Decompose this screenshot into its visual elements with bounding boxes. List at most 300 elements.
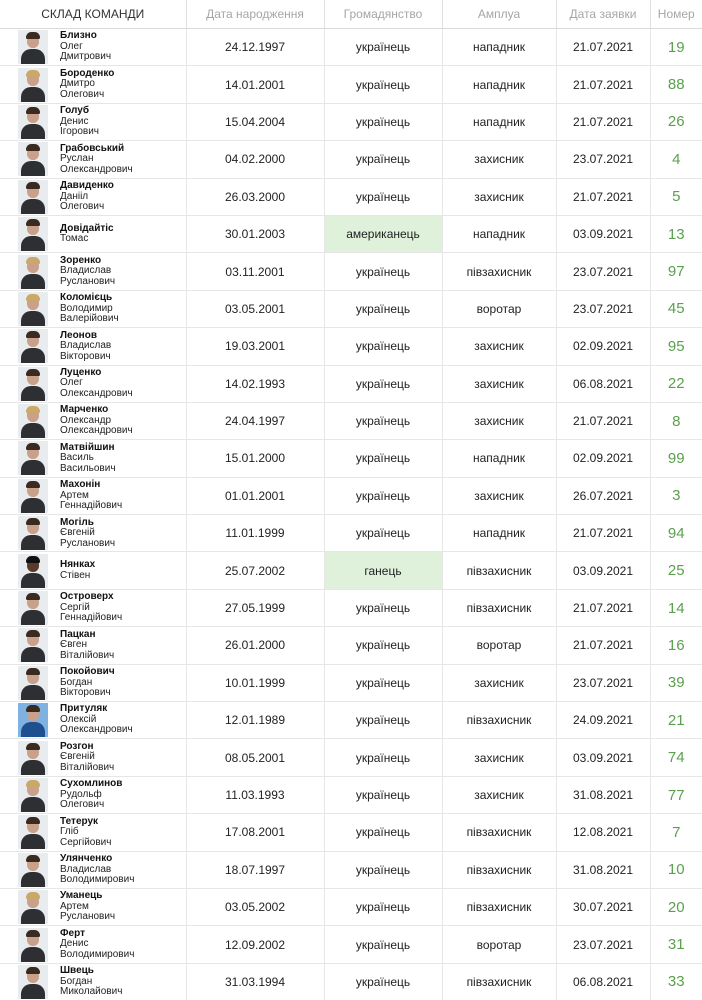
citizenship: українець xyxy=(324,290,442,327)
player-cell[interactable] xyxy=(0,29,186,66)
player-photo xyxy=(18,666,48,700)
player-patronymic: Олександрович xyxy=(60,724,133,736)
player-first-name: Данііл xyxy=(60,190,89,202)
player-photo xyxy=(18,703,48,737)
player-first-name: Сергій xyxy=(60,601,90,613)
birth-date: 19.03.2001 xyxy=(186,328,324,365)
role: півзахисник xyxy=(442,552,556,589)
table-row[interactable] xyxy=(0,253,702,290)
player-cell[interactable] xyxy=(0,440,186,477)
player-photo xyxy=(18,591,48,625)
player-cell[interactable] xyxy=(0,253,186,290)
table-row[interactable] xyxy=(0,440,702,477)
player-surname: Близно xyxy=(60,30,97,42)
citizenship: українець xyxy=(324,253,442,290)
table-row[interactable] xyxy=(0,66,702,103)
table-row[interactable] xyxy=(0,664,702,701)
player-photo xyxy=(18,255,48,289)
player-first-name: Томас xyxy=(60,233,89,245)
birth-date: 27.05.1999 xyxy=(186,589,324,626)
table-row[interactable] xyxy=(0,515,702,552)
col-header-number[interactable]: Номер xyxy=(650,0,702,29)
citizenship: українець xyxy=(324,477,442,514)
application-date: 21.07.2021 xyxy=(556,589,650,626)
application-date: 23.07.2021 xyxy=(556,664,650,701)
application-date: 31.08.2021 xyxy=(556,776,650,813)
player-first-name: Денис xyxy=(60,938,89,950)
player-cell[interactable] xyxy=(0,328,186,365)
player-cell[interactable] xyxy=(0,215,186,252)
player-first-name: Артем xyxy=(60,489,89,501)
player-surname: Голуб xyxy=(60,105,89,117)
player-patronymic: Дмитрович xyxy=(60,51,112,63)
player-cell[interactable] xyxy=(0,589,186,626)
player-surname: Довідайтіс xyxy=(60,222,114,234)
player-surname: Махонін xyxy=(60,479,101,491)
role: нападник xyxy=(442,515,556,552)
citizenship: українець xyxy=(324,328,442,365)
shirt-number: 21 xyxy=(650,702,702,739)
player-cell[interactable] xyxy=(0,141,186,178)
player-patronymic: Геннадійович xyxy=(60,612,123,624)
player-photo xyxy=(18,68,48,102)
player-name[interactable] xyxy=(60,560,95,581)
player-first-name: Богдан xyxy=(60,676,93,688)
player-name[interactable] xyxy=(60,704,133,736)
citizenship: українець xyxy=(324,888,442,925)
player-cell[interactable] xyxy=(0,477,186,514)
citizenship: українець xyxy=(324,515,442,552)
shirt-number: 16 xyxy=(650,627,702,664)
birth-date: 24.12.1997 xyxy=(186,29,324,66)
citizenship: українець xyxy=(324,66,442,103)
shirt-number: 45 xyxy=(650,290,702,327)
player-patronymic: Володимирович xyxy=(60,874,135,886)
player-cell[interactable] xyxy=(0,702,186,739)
table-row[interactable] xyxy=(0,365,702,402)
player-first-name: Гліб xyxy=(60,826,79,838)
player-cell[interactable] xyxy=(0,664,186,701)
birth-date: 03.11.2001 xyxy=(186,253,324,290)
citizenship: українець xyxy=(324,926,442,963)
player-patronymic: Русланович xyxy=(60,275,116,287)
player-first-name: Владислав xyxy=(60,863,112,875)
table-row[interactable] xyxy=(0,215,702,252)
player-cell[interactable] xyxy=(0,776,186,813)
player-first-name: Денис xyxy=(60,115,89,127)
player-patronymic: Валерійович xyxy=(60,313,119,325)
table-row[interactable] xyxy=(0,552,702,589)
application-date: 12.08.2021 xyxy=(556,814,650,851)
shirt-number: 97 xyxy=(650,253,702,290)
player-photo xyxy=(18,778,48,812)
player-surname: Давиденко xyxy=(60,180,114,191)
col-header-role[interactable]: Амплуа xyxy=(442,0,556,29)
birth-date: 03.05.2002 xyxy=(186,888,324,925)
player-patronymic: Віталійович xyxy=(60,761,115,773)
role: захисник xyxy=(442,328,556,365)
application-date: 21.07.2021 xyxy=(556,178,650,215)
shirt-number: 10 xyxy=(650,851,702,888)
player-cell[interactable] xyxy=(0,926,186,963)
player-patronymic: Володимирович xyxy=(60,948,135,960)
player-surname: Притуляк xyxy=(60,703,108,715)
application-date: 30.07.2021 xyxy=(556,888,650,925)
role: захисник xyxy=(442,178,556,215)
role: воротар xyxy=(442,290,556,327)
shirt-number: 3 xyxy=(650,477,702,514)
role: захисник xyxy=(442,776,556,813)
player-photo xyxy=(18,180,48,214)
table-row[interactable] xyxy=(0,963,702,1000)
player-surname: Марченко xyxy=(60,404,109,416)
player-photo xyxy=(18,142,48,176)
player-photo xyxy=(18,928,48,962)
player-name[interactable] xyxy=(60,966,122,998)
application-date: 23.07.2021 xyxy=(556,926,650,963)
role: півзахисник xyxy=(442,851,556,888)
table-row[interactable] xyxy=(0,290,702,327)
application-date: 23.07.2021 xyxy=(556,253,650,290)
player-cell[interactable] xyxy=(0,402,186,439)
table-row[interactable] xyxy=(0,851,702,888)
player-name[interactable] xyxy=(60,592,122,624)
player-surname: Тетерук xyxy=(60,815,99,827)
player-photo xyxy=(18,741,48,775)
player-first-name: Євген xyxy=(60,639,88,651)
table-row[interactable] xyxy=(0,328,702,365)
player-name[interactable] xyxy=(60,779,122,811)
player-photo xyxy=(18,965,48,999)
shirt-number: 7 xyxy=(650,814,702,851)
role: нападник xyxy=(442,66,556,103)
player-first-name: Євгеній xyxy=(60,751,95,763)
shirt-number: 19 xyxy=(650,29,702,66)
citizenship: українець xyxy=(324,851,442,888)
player-cell[interactable] xyxy=(0,66,186,103)
player-photo xyxy=(18,815,48,849)
application-date: 03.09.2021 xyxy=(556,739,650,776)
citizenship: українець xyxy=(324,702,442,739)
player-first-name: Стівен xyxy=(60,569,91,581)
application-date: 21.07.2021 xyxy=(556,103,650,140)
player-surname: Швець xyxy=(60,965,94,977)
player-cell[interactable] xyxy=(0,739,186,776)
table-row[interactable] xyxy=(0,702,702,739)
application-date: 03.09.2021 xyxy=(556,215,650,252)
player-name[interactable] xyxy=(60,405,133,437)
birth-date: 30.01.2003 xyxy=(186,215,324,252)
application-date: 21.07.2021 xyxy=(556,66,650,103)
player-name[interactable] xyxy=(60,480,122,512)
application-date: 23.07.2021 xyxy=(556,141,650,178)
player-surname: Островерх xyxy=(60,591,114,603)
application-date: 26.07.2021 xyxy=(556,477,650,514)
table-row[interactable] xyxy=(0,888,702,925)
role: півзахисник xyxy=(442,963,556,1000)
birth-date: 10.01.1999 xyxy=(186,664,324,701)
table-row[interactable] xyxy=(0,814,702,851)
shirt-number: 95 xyxy=(650,328,702,365)
table-row[interactable] xyxy=(0,776,702,813)
player-patronymic: Сергійович xyxy=(60,836,112,848)
shirt-number: 74 xyxy=(650,739,702,776)
player-first-name: Богдан xyxy=(60,975,93,987)
shirt-number: 26 xyxy=(650,103,702,140)
player-cell[interactable] xyxy=(0,178,186,215)
birth-date: 25.07.2002 xyxy=(186,552,324,589)
birth-date: 15.04.2004 xyxy=(186,103,324,140)
shirt-number: 5 xyxy=(650,178,702,215)
player-first-name: Руслан xyxy=(60,153,94,165)
birth-date: 14.02.1993 xyxy=(186,365,324,402)
citizenship: українець xyxy=(324,178,442,215)
player-name[interactable] xyxy=(60,817,111,849)
role: нападник xyxy=(442,215,556,252)
player-first-name: Владислав xyxy=(60,340,112,352)
application-date: 03.09.2021 xyxy=(556,552,650,589)
player-name[interactable] xyxy=(60,742,114,774)
citizenship: українець xyxy=(324,963,442,1000)
player-first-name: Олексій xyxy=(60,713,97,725)
player-patronymic: Олегович xyxy=(60,88,105,100)
player-first-name: Володимир xyxy=(60,302,113,314)
player-name[interactable] xyxy=(60,891,115,923)
birth-date: 31.03.1994 xyxy=(186,963,324,1000)
player-surname: Улянченко xyxy=(60,853,113,865)
player-name[interactable] xyxy=(60,293,119,325)
player-patronymic: Олександрович xyxy=(60,387,133,399)
col-header-birth[interactable]: Дата народження xyxy=(186,0,324,29)
player-first-name: Олександр xyxy=(60,414,112,426)
player-surname: Коломієць xyxy=(60,292,113,304)
player-name[interactable] xyxy=(60,518,115,550)
birth-date: 26.01.2000 xyxy=(186,627,324,664)
citizenship: українець xyxy=(324,29,442,66)
role: півзахисник xyxy=(442,702,556,739)
player-name[interactable] xyxy=(60,854,134,886)
application-date: 06.08.2021 xyxy=(556,365,650,402)
player-name[interactable] xyxy=(60,331,111,363)
role: нападник xyxy=(442,29,556,66)
birth-date: 26.03.2000 xyxy=(186,178,324,215)
shirt-number: 77 xyxy=(650,776,702,813)
birth-date: 24.04.1997 xyxy=(186,402,324,439)
player-photo xyxy=(18,217,48,251)
birth-date: 08.05.2001 xyxy=(186,739,324,776)
application-date: 02.09.2021 xyxy=(556,328,650,365)
shirt-number: 13 xyxy=(650,215,702,252)
shirt-number: 4 xyxy=(650,141,702,178)
shirt-number: 88 xyxy=(650,66,702,103)
citizenship: українець xyxy=(324,814,442,851)
application-date: 24.09.2021 xyxy=(556,702,650,739)
player-surname: Розгон xyxy=(60,740,94,752)
shirt-number: 22 xyxy=(650,365,702,402)
player-surname: Грабовський xyxy=(60,142,125,154)
shirt-number: 14 xyxy=(650,589,702,626)
player-first-name: Дмитро xyxy=(60,78,95,90)
citizenship: українець xyxy=(324,103,442,140)
citizenship: українець xyxy=(324,589,442,626)
table-header-row xyxy=(0,0,702,29)
citizenship: українець xyxy=(324,365,442,402)
player-patronymic: Васильович xyxy=(60,462,116,474)
birth-date: 17.08.2001 xyxy=(186,814,324,851)
player-name[interactable] xyxy=(60,106,99,138)
shirt-number: 8 xyxy=(650,402,702,439)
citizenship: українець xyxy=(324,776,442,813)
birth-date: 12.01.1989 xyxy=(186,702,324,739)
player-name[interactable] xyxy=(60,667,115,699)
player-name[interactable] xyxy=(60,630,114,662)
player-photo xyxy=(18,853,48,887)
col-header-citizenship[interactable]: Громадянство xyxy=(324,0,442,29)
player-patronymic: Олександрович xyxy=(60,163,133,175)
citizenship: українець xyxy=(324,141,442,178)
table-row[interactable] xyxy=(0,926,702,963)
player-photo xyxy=(18,890,48,924)
player-cell[interactable] xyxy=(0,552,186,589)
col-header-squad: СКЛАД КОМАНДИ xyxy=(0,0,186,29)
citizenship: американець xyxy=(324,215,442,252)
application-date: 31.08.2021 xyxy=(556,851,650,888)
birth-date: 03.05.2001 xyxy=(186,290,324,327)
player-name[interactable] xyxy=(60,256,115,288)
citizenship: українець xyxy=(324,402,442,439)
player-name[interactable] xyxy=(60,31,111,63)
player-patronymic: Вікторович xyxy=(60,687,111,699)
player-photo xyxy=(18,554,48,588)
citizenship: українець xyxy=(324,739,442,776)
table-row[interactable] xyxy=(0,477,702,514)
role: півзахисник xyxy=(442,888,556,925)
shirt-number: 39 xyxy=(650,664,702,701)
player-photo xyxy=(18,329,48,363)
application-date: 06.08.2021 xyxy=(556,963,650,1000)
player-surname: Нянках xyxy=(60,559,96,571)
player-surname: Уманець xyxy=(60,890,103,902)
table-row[interactable] xyxy=(0,739,702,776)
player-first-name: Артем xyxy=(60,900,89,912)
player-surname: Леонов xyxy=(60,329,97,341)
birth-date: 14.01.2001 xyxy=(186,66,324,103)
player-patronymic: Віталійович xyxy=(60,649,115,661)
player-cell[interactable] xyxy=(0,627,186,664)
application-date: 21.07.2021 xyxy=(556,515,650,552)
player-first-name: Василь xyxy=(60,452,94,464)
player-name[interactable] xyxy=(60,443,116,475)
application-date: 21.07.2021 xyxy=(556,29,650,66)
application-date: 21.07.2021 xyxy=(556,627,650,664)
role: захисник xyxy=(442,739,556,776)
player-patronymic: Миколайович xyxy=(60,986,123,998)
player-photo xyxy=(18,441,48,475)
citizenship: українець xyxy=(324,664,442,701)
table-row[interactable] xyxy=(0,29,702,66)
birth-date: 04.02.2000 xyxy=(186,141,324,178)
player-cell[interactable] xyxy=(0,365,186,402)
player-photo xyxy=(18,479,48,513)
player-cell[interactable] xyxy=(0,963,186,1000)
player-name[interactable] xyxy=(60,181,114,213)
player-patronymic: Геннадійович xyxy=(60,500,123,512)
player-surname: Сухомлинов xyxy=(60,778,123,790)
player-photo xyxy=(18,404,48,438)
application-date: 02.09.2021 xyxy=(556,440,650,477)
player-patronymic: Олегович xyxy=(60,201,105,212)
player-first-name: Олег xyxy=(60,40,83,52)
role: захисник xyxy=(442,402,556,439)
player-surname: Ферт xyxy=(60,927,85,939)
table-row[interactable] xyxy=(0,178,702,215)
player-cell[interactable] xyxy=(0,851,186,888)
col-header-date[interactable]: Дата заявки xyxy=(556,0,650,29)
citizenship: ганець xyxy=(324,552,442,589)
player-surname: Луценко xyxy=(60,366,102,378)
table-row[interactable] xyxy=(0,627,702,664)
player-cell[interactable] xyxy=(0,515,186,552)
player-surname: Зоренко xyxy=(60,254,102,266)
player-patronymic: Ігорович xyxy=(60,126,99,138)
birth-date: 11.03.1993 xyxy=(186,776,324,813)
player-patronymic: Вікторович xyxy=(60,350,111,362)
birth-date: 11.01.1999 xyxy=(186,515,324,552)
role: захисник xyxy=(442,477,556,514)
table-row[interactable] xyxy=(0,589,702,626)
player-patronymic: Олегович xyxy=(60,799,105,811)
role: воротар xyxy=(442,627,556,664)
player-cell[interactable] xyxy=(0,290,186,327)
player-photo xyxy=(18,628,48,662)
application-date: 21.07.2021 xyxy=(556,402,650,439)
citizenship: українець xyxy=(324,627,442,664)
player-name[interactable] xyxy=(60,224,114,245)
role: нападник xyxy=(442,103,556,140)
player-patronymic: Олександрович xyxy=(60,425,133,437)
role: півзахисник xyxy=(442,253,556,290)
player-photo xyxy=(18,367,48,401)
player-name[interactable] xyxy=(60,929,134,961)
player-cell[interactable] xyxy=(0,888,186,925)
player-cell[interactable] xyxy=(0,103,186,140)
player-surname: Пацкан xyxy=(60,628,96,640)
shirt-number: 31 xyxy=(650,926,702,963)
role: воротар xyxy=(442,926,556,963)
player-photo xyxy=(18,105,48,139)
player-name[interactable] xyxy=(60,144,133,176)
shirt-number: 94 xyxy=(650,515,702,552)
shirt-number: 20 xyxy=(650,888,702,925)
table-row[interactable] xyxy=(0,402,702,439)
citizenship: українець xyxy=(324,440,442,477)
player-name[interactable] xyxy=(60,368,133,400)
player-first-name: Олег xyxy=(60,377,83,389)
player-name[interactable] xyxy=(60,69,114,101)
table-row[interactable] xyxy=(0,141,702,178)
shirt-number: 25 xyxy=(650,552,702,589)
birth-date: 01.01.2001 xyxy=(186,477,324,514)
player-photo xyxy=(18,516,48,550)
shirt-number: 33 xyxy=(650,963,702,1000)
player-first-name: Владислав xyxy=(60,265,112,277)
birth-date: 18.07.1997 xyxy=(186,851,324,888)
player-cell[interactable] xyxy=(0,814,186,851)
table-row[interactable] xyxy=(0,103,702,140)
player-surname: Могіль xyxy=(60,516,94,528)
role: півзахисник xyxy=(442,589,556,626)
application-date: 23.07.2021 xyxy=(556,290,650,327)
